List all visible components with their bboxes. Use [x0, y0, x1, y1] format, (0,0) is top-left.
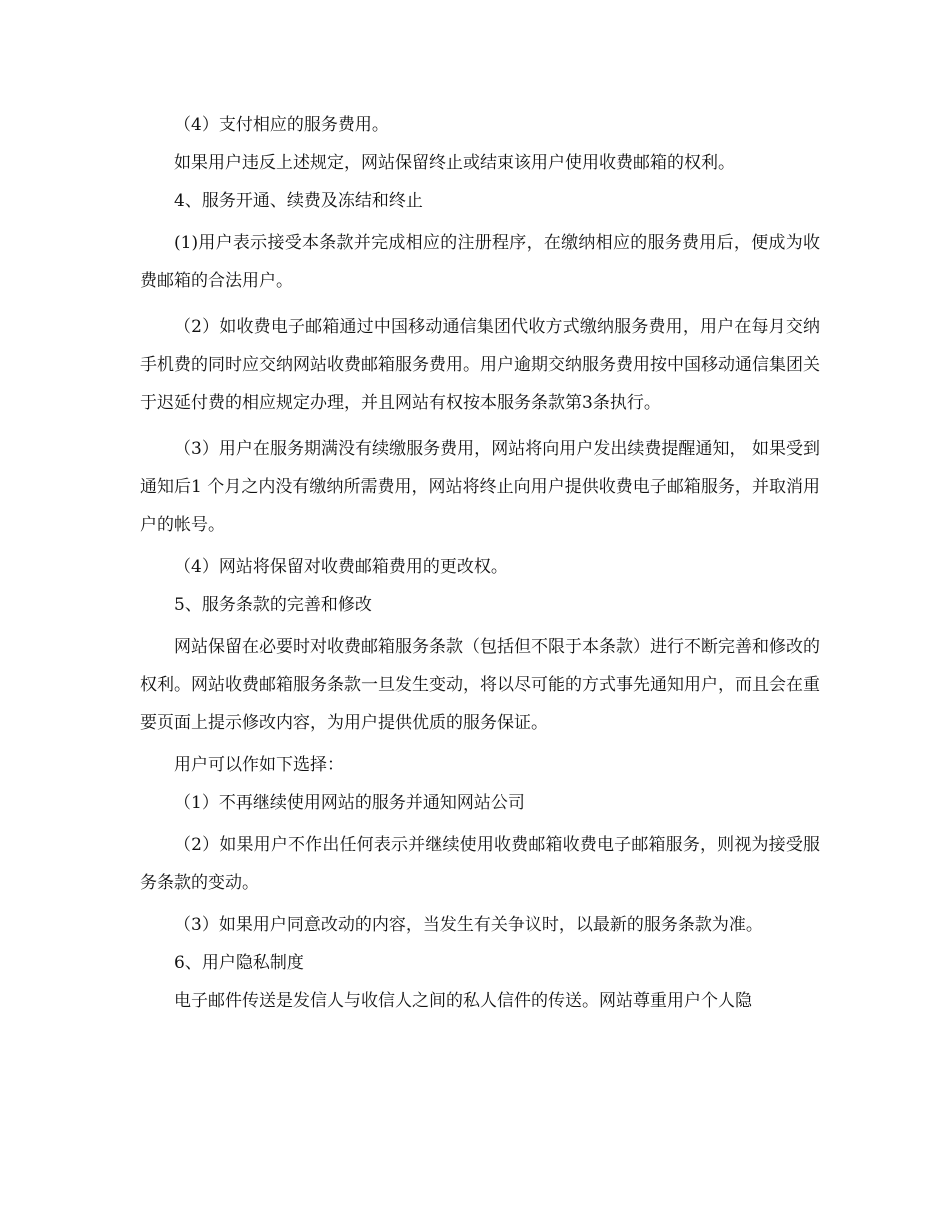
choice-2: （2）如果用户不作出任何表示并继续使用收费邮箱收费电子邮箱服务，则视为接受服务条款的变动。: [140, 835, 820, 893]
document-page: [140, 110, 820, 1024]
clause-item-4-pay-fee: （4）支付相应的服务费用。: [174, 115, 389, 135]
clause-4-1: (1)用户表示接受本条款并完成相应的注册程序，在缴纳相应的服务费用后，便成为收费邮箱的合法用户。: [140, 233, 820, 291]
section-heading-6: 6、用户隐私制度: [174, 953, 304, 973]
clause-4-4: （4）网站将保留对收费邮箱费用的更改权。: [174, 557, 508, 577]
clause-4-3: （3）用户在服务期满没有续缴服务费用，网站将向用户发出续费提醒通知， 如果受到通知后1 个月之内没有缴纳所需费用，网站将终止向用户提供收费电子邮箱服务，并取消用户的帐号。: [140, 439, 820, 535]
section-6-body: 电子邮件传送是发信人与收信人之间的私人信件的传送。网站尊重用户个人隐: [174, 991, 752, 1011]
section-heading-5: 5、服务条款的完善和修改: [174, 595, 372, 615]
choice-1: （1）不再继续使用网站的服务并通知网站公司: [174, 793, 525, 813]
user-choices-intro: 用户可以作如下选择：: [174, 755, 344, 775]
violation-notice: 如果用户违反上述规定，网站保留终止或结束该用户使用收费邮箱的权利。: [174, 153, 735, 173]
clause-4-2: （2）如收费电子邮箱通过中国移动通信集团代收方式缴纳服务费用，用户在每月交纳手机费的同时应交纳网站收费邮箱服务费用。用户逾期交纳服务费用按中国移动通信集团关于迟延付费的相应规定办理，并且网站有权按本服务条款第3条执行。: [140, 317, 820, 413]
section-5-body: 网站保留在必要时对收费邮箱服务条款（包括但不限于本条款）进行不断完善和修改的权利。网站收费邮箱服务条款一旦发生变动，将以尽可能的方式事先通知用户，而且会在重要页面上提示修改内容，为用户提供优质的服务保证。: [140, 637, 820, 733]
section-heading-4: 4、服务开通、续费及冻结和终止: [174, 191, 423, 211]
choice-3: （3）如果用户同意改动的内容，当发生有关争议时，以最新的服务条款为准。: [174, 915, 763, 935]
